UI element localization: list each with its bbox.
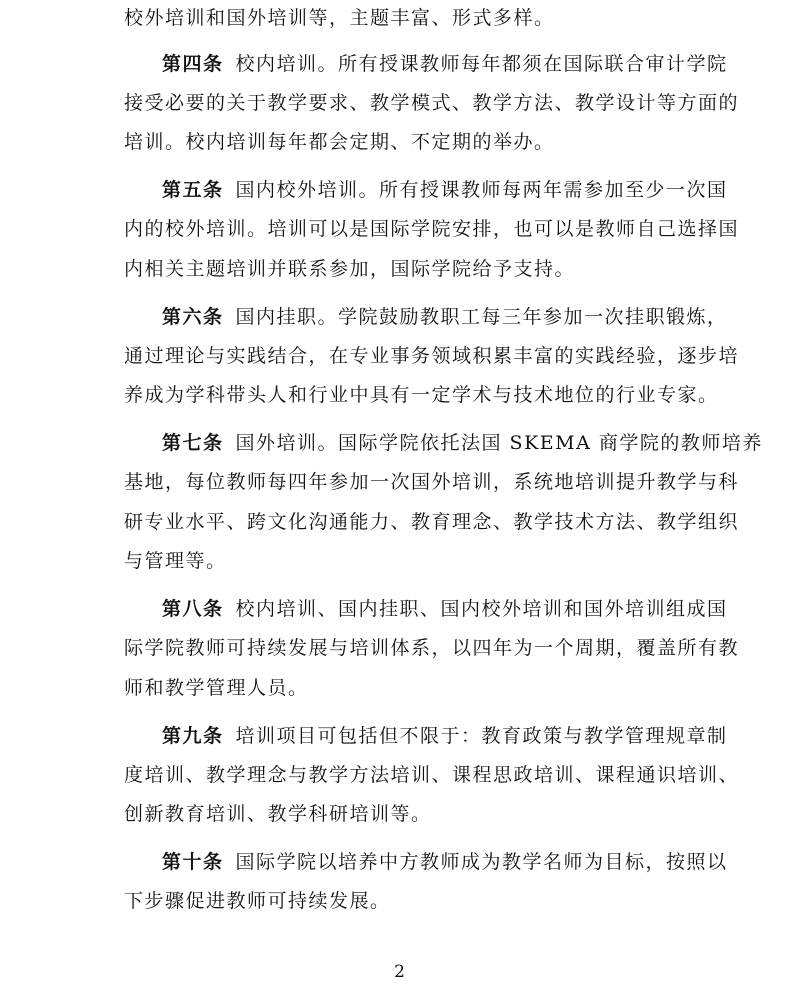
text-line: 接受必要的关于教学要求、教学模式、教学方法、教学设计等方面的 — [124, 92, 740, 114]
text-line: 内的校外培训。培训可以是国际学院安排，也可以是教师自己选择国 — [124, 218, 740, 240]
article-9 — [162, 724, 728, 748]
text-line: 内相关主题培训并联系参加，国际学院给予支持。 — [124, 258, 576, 280]
article-text: 国内挂职。学院鼓励教职工每三年参加一次挂职锻炼， — [235, 306, 728, 328]
text-line: 校外培训和国外培训等，主题丰富、形式多样。 — [124, 7, 555, 29]
text-line: 通过理论与实践结合，在专业事务领域积累丰富的实践经验，逐步培 — [124, 345, 740, 367]
article-8 — [162, 597, 728, 621]
text-line: 创新教育培训、教学科研培训等。 — [124, 803, 432, 825]
article-text: 国际学院以培养中方教师成为教学名师为目标，按照以 — [235, 851, 728, 873]
article-number: 第六条 — [162, 306, 224, 328]
text-line: 际学院教师可持续发展与培训体系，以四年为一个周期，覆盖所有教 — [124, 637, 740, 659]
article-7 — [162, 431, 763, 455]
article-number: 第九条 — [162, 725, 224, 747]
text-line: 基地，每位教师每四年参加一次国外培训，系统地培训提升教学与科 — [124, 471, 740, 493]
text-line: 与管理等。 — [124, 550, 227, 572]
text-line: 研专业水平、跨文化沟通能力、教育理念、教学技术方法、教学组织 — [124, 511, 740, 533]
article-number: 第七条 — [162, 432, 224, 454]
article-number: 第四条 — [162, 53, 224, 75]
article-text: 校内培训。所有授课教师每年都须在国际联合审计学院 — [235, 53, 728, 75]
article-4 — [162, 52, 728, 76]
article-text: 校内培训、国内挂职、国内校外培训和国外培训组成国 — [235, 598, 728, 620]
article-number: 第五条 — [162, 179, 224, 201]
article-text: 培训项目可包括但不限于：教育政策与教学管理规章制 — [235, 725, 728, 747]
text-line: 培训。校内培训每年都会定期、不定期的举办。 — [124, 131, 555, 153]
article-6 — [162, 305, 728, 329]
article-10 — [162, 850, 728, 874]
text-line: 度培训、教学理念与教学方法培训、课程思政培训、课程通识培训、 — [124, 764, 740, 786]
text-line: 下步骤促进教师可持续发展。 — [124, 890, 391, 912]
article-number: 第八条 — [162, 598, 224, 620]
article-number: 第十条 — [162, 851, 224, 873]
text-line: 养成为学科带头人和行业中具有一定学术与技术地位的行业专家。 — [124, 384, 719, 406]
article-text: 国内校外培训。所有授课教师每两年需参加至少一次国 — [235, 179, 728, 201]
article-5 — [162, 178, 728, 202]
article-text: 国外培训。国际学院依托法国 SKEMA 商学院的教师培养 — [235, 432, 763, 454]
text-line: 师和教学管理人员。 — [124, 677, 309, 699]
page-number: 2 — [394, 962, 405, 982]
